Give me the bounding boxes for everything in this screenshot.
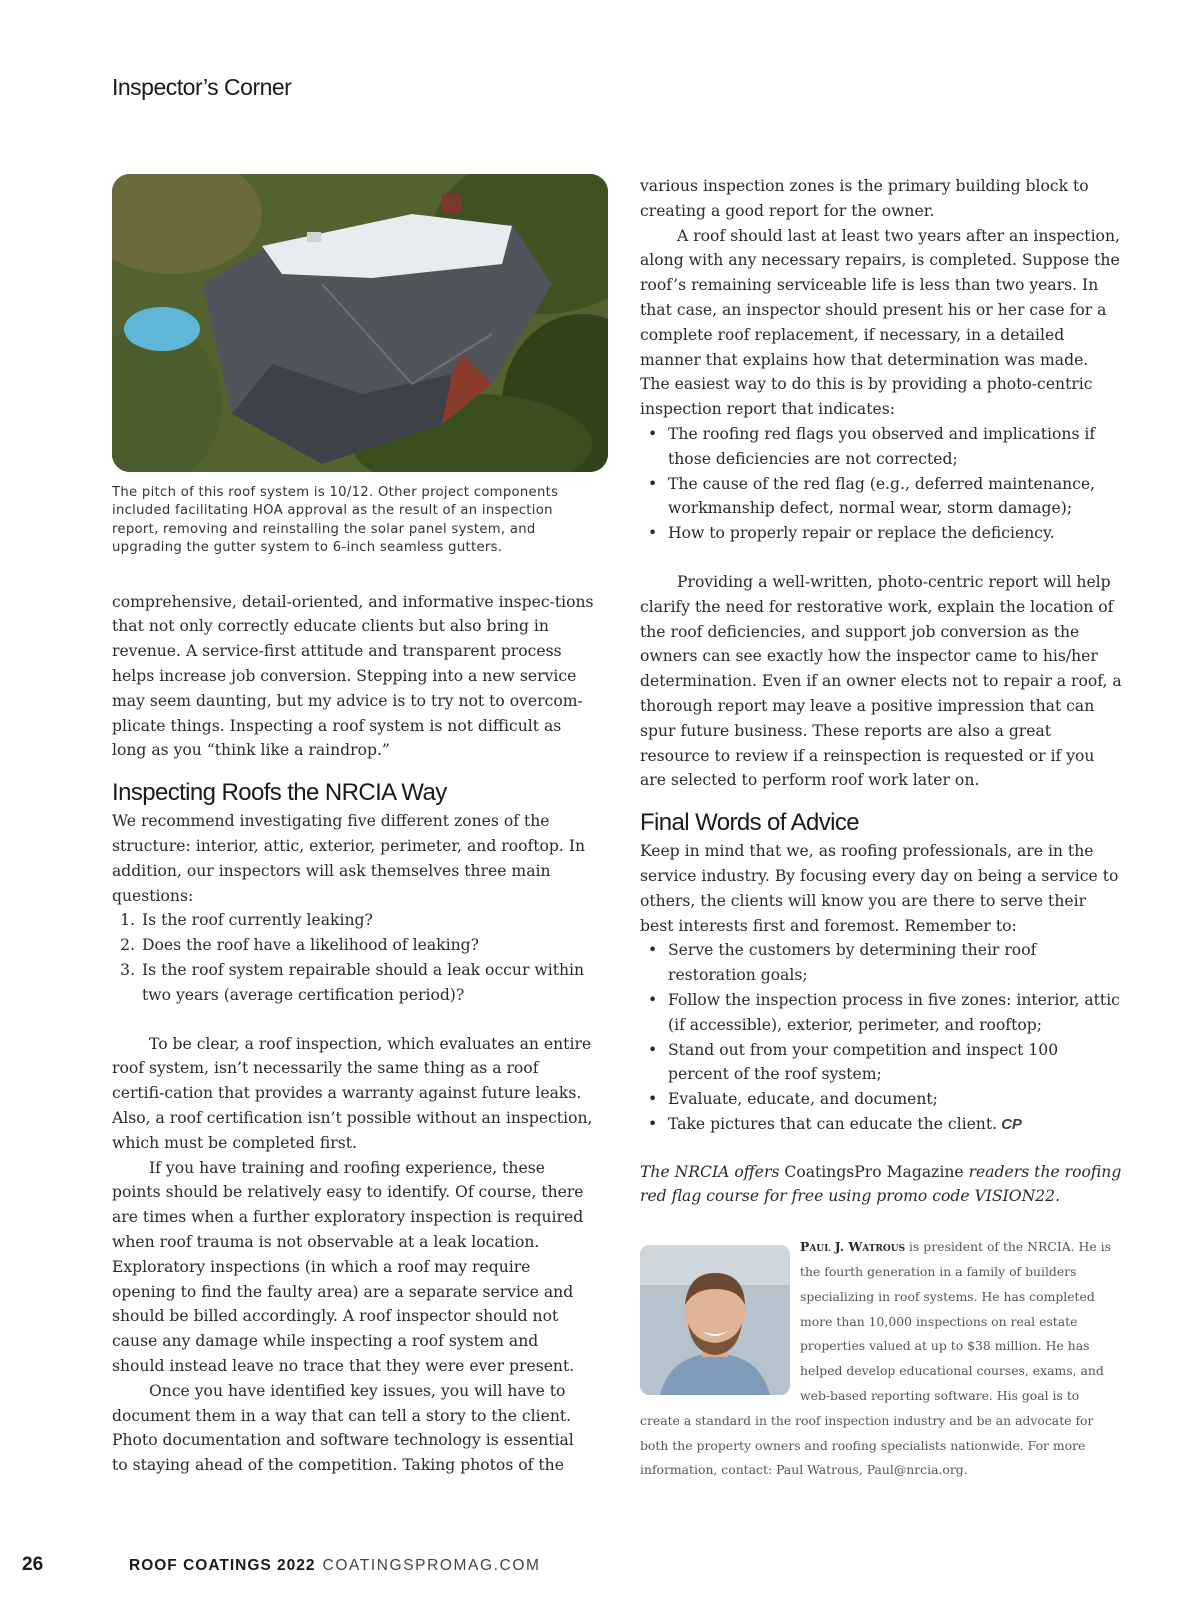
list-item: • Follow the inspection process in five zones: interior, attic (if accessible), exterior, perimeter, and rooftop; bbox=[668, 988, 1122, 1038]
promo-text: readers the roofing red flag course for free using promo code VISION22. bbox=[640, 1162, 1122, 1206]
list-item: • The cause of the red flag (e.g., deferred maintenance, workmanship defect, normal wear, storm damage); bbox=[668, 472, 1122, 522]
right-column bbox=[640, 174, 1122, 1483]
list-item: • Stand out from your competition and inspect 100 percent of the roof system; bbox=[668, 1038, 1122, 1088]
website-url: COATINGSPROMAG.COM bbox=[322, 1557, 541, 1574]
list-item: • How to properly repair or replace the deficiency. bbox=[668, 521, 1122, 546]
author-portrait-illustration bbox=[640, 1245, 790, 1395]
left-column bbox=[112, 174, 594, 1478]
body-paragraph: various inspection zones is the primary building block to creating a good report for the owner. bbox=[640, 177, 1089, 220]
body-paragraph: Providing a well-written, photo-centric report will help clarify the need for restorative work, explain the location of the roof deficiencies, and support job conversion as the owners can see exactly how the inspector came to his/her determination. Even if an owner elects not to repair a roof, a thorough report may leave a positive impression that can spur future business. These reports are also a great resource to review if a reinspection is requested or if you are selected to perform roof work later on. bbox=[640, 572, 1122, 790]
author-portrait bbox=[640, 1245, 790, 1395]
list-item bbox=[668, 1112, 1122, 1138]
body-paragraph: Keep in mind that we, as roofing professionals, are in the service industry. By focusing every day on being a service to others, the clients will know you are there to serve their best interests first and foremost. Remember to: bbox=[640, 842, 1119, 935]
issue-title: ROOF COATINGS 2022 bbox=[129, 1557, 316, 1574]
list-item: 3. Is the roof system repairable should a leak occur within two years (average certification period)? bbox=[140, 958, 594, 1008]
page-number: 26 bbox=[22, 1554, 44, 1575]
list-item: • Serve the customers by determining their roof restoration goals; bbox=[668, 938, 1122, 988]
roof-photo-illustration bbox=[112, 174, 608, 472]
list-item: 1. Is the roof currently leaking? bbox=[140, 908, 594, 933]
list-item: • The roofing red flags you observed and implications if those deficiencies are not corrected; bbox=[668, 422, 1122, 472]
body-paragraph: If you have training and roofing experience, these points should be relatively easy to identify. Of course, there are times when a further exploratory inspection is required when roof trauma is not observable at a leak location. Exploratory inspections (in which a roof may require opening to find the faulty area) are a separate service and should be billed accordingly. A roof inspector should not cause any damage while inspecting a roof system and should instead leave no trace that they were ever present. bbox=[112, 1158, 584, 1375]
section-heading: Inspecting Roofs the NRCIA Way bbox=[112, 779, 447, 807]
roof-photo bbox=[112, 174, 608, 472]
photo-caption: The pitch of this roof system is 10/12. Other project components included facilitating HOA approval as the result of an inspection report, removing and reinstalling the solar panel system, and upgrading the gutter system to 6-inch seamless gutters. bbox=[112, 485, 559, 556]
author-bio bbox=[640, 1235, 1122, 1483]
section-title: Inspector’s Corner bbox=[112, 74, 292, 100]
body-paragraph: A roof should last at least two years after an inspection, along with any necessary repairs, is completed. Suppose the roof’s remaining serviceable life is less than two years. In that case, an inspector should present his or her case for a complete roof replacement, if necessary, in a detailed manner that explains how that determination was made. The easiest way to do this is by providing a photo-centric inspection report that indicates: bbox=[640, 226, 1120, 419]
list-item-text: Take pictures that can educate the client. bbox=[668, 1114, 998, 1133]
page-footer bbox=[22, 1554, 541, 1576]
body-paragraph: To be clear, a roof inspection, which evaluates an entire roof system, isn’t necessarily the same thing as a roof certifi-cation that provides a warranty against future leaks. Also, a roof certification isn’t possible without an inspection, which must be completed first. bbox=[112, 1034, 593, 1152]
author-name: Paul J. Watrous bbox=[800, 1239, 906, 1255]
body-paragraph: Once you have identified key issues, you will have to document them in a way that can tell a story to the client. Photo documentation and software technology is essential to staying ahead of the competition. Taking photos of the bbox=[112, 1381, 574, 1475]
magazine-name: CoatingsPro Magazine bbox=[784, 1162, 964, 1181]
body-paragraph: We recommend investigating five different zones of the structure: interior, attic, exterior, perimeter, and rooftop. In addition, our inspectors will ask themselves three main questions: bbox=[112, 812, 586, 905]
section-heading: Final Words of Advice bbox=[640, 809, 860, 837]
promo-text: The NRCIA offers bbox=[640, 1162, 785, 1181]
bullet-list bbox=[640, 422, 1122, 546]
cp-end-mark: CP bbox=[1001, 1115, 1022, 1133]
bullet-list bbox=[640, 938, 1122, 1137]
body-paragraph: comprehensive, detail-oriented, and informative inspec-tions that not only correctly educate clients but also bring in revenue. A service-first attitude and transparent process helps increase job conversion. Stepping into a new service may seem daunting, but my advice is to try not to overcom-plicate things. Inspecting a roof system is not difficult as long as you “think like a raindrop.” bbox=[112, 592, 594, 760]
promo-note bbox=[640, 1160, 1122, 1210]
questions-list bbox=[112, 908, 594, 1007]
list-item: • Evaluate, educate, and document; bbox=[668, 1087, 1122, 1112]
list-item: 2. Does the roof have a likelihood of leaking? bbox=[140, 933, 594, 958]
bio-text: is president of the NRCIA. He is the fourth generation in a family of builders specializing in roof systems. He has completed more than 10,000 inspections on real estate properties valued at up to $38 million. He has helped develop educational courses, exams, and web-based reporting software. His goal is to create a standard in the roof inspection industry and be an advocate for both the property owners and roofing specialists nationwide. For more information, contact: Paul Watrous, Paul@nrcia.org. bbox=[640, 1239, 1111, 1478]
